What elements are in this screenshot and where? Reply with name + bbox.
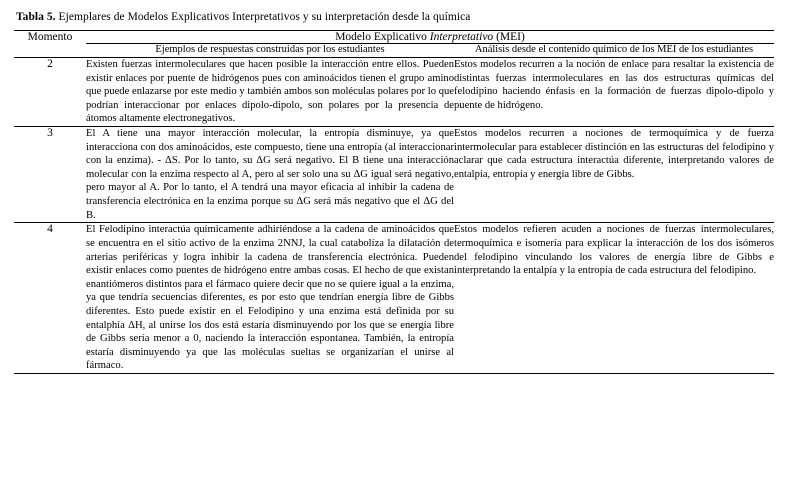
table-caption-label: Tabla 5. (16, 11, 56, 23)
header-group-suffix: (MEI) (493, 31, 525, 44)
table-caption-text: Ejemplares de Modelos Explicativos Interpretativos y su interpretación desde la química (58, 11, 471, 23)
examples-table (14, 30, 774, 374)
bottom-rule-cell-2 (86, 373, 454, 374)
table-header-sub-row (14, 44, 774, 58)
row-moment: 4 (14, 223, 86, 374)
bottom-rule-cell-1 (14, 373, 86, 374)
header-moment-label: Momento (27, 31, 73, 44)
row-response: El Felodipino interactúa químicamente adhiriéndose a la cadena de aminoácidos que se encuentra en el sitio activo de la enzima 2NNJ, la cual catabolíza la dilatación de arterias periféricas y logra inhibir la cadena de transferencia electrónica. Pueden existir enlaces como puentes de hidrógeno entre ambas cosas. El hecho de que existan enantiómeros distintos para el fármaco quiere decir que no se quiere igual a la enzima, ya que tendría secuencias diferentes, es por esto que tendrían energía libre de Gibbs diferentes. Esto puede existir en el Felodipino y una enzima está definida por su entalphía ΔH, al unirse los dos está estaría disminuyendo por los que se energía libre de Gibbs sería menor a 0, naciendo la interacción espontanea. También, la entropía estaría disminuyendo ya que las moléculas sueltas se organizarían el unirse al fármaco. (86, 223, 454, 374)
header-group-cell (86, 31, 774, 44)
row-moment: 3 (14, 127, 86, 223)
table-row (14, 57, 774, 126)
row-moment: 2 (14, 57, 86, 126)
table-bottom-rule (14, 373, 774, 374)
row-analysis: Estos modelos refieren acuden a nociones de fuerzas intermoleculares, termoquímica e isomería para explicar la interacción de los dos isómeros del felodipino vinculando los valores de energía libre de Gibbs e interpretando la entalpía y la entropía de cada estructura del felodipino. (454, 223, 774, 374)
table-row (14, 223, 774, 374)
header-analysis-cell: Análisis desde el contenido químico de los MEI de los estudiantes (454, 44, 774, 58)
header-moment-cell (14, 31, 86, 58)
table-caption (16, 10, 774, 24)
table-header-group-row (14, 31, 774, 44)
row-analysis: Estos modelos recurren a nociones de termoquímica y de fuerza intermolecular para establecer distinción en las estructuras del felodipino y aclarar que cada estructura interactúa diferente, interpretando valores de entalpía, entropía y energía libre de Gibbs. (454, 127, 774, 223)
bottom-rule-cell-3 (454, 373, 774, 374)
row-response: Existen fuerzas intermoleculares que hacen posible la interacción entre ellos. Pueden existir enlaces por puente de hidrógenos pues con aminoácidos tienen el grupo amino que puede enlazarse por este medio y también ambos son moléculas polares por lo que podrían interaccionar por enlaces dipolo-dipolo, son polares por la presencia de átomos altamente electronegativos. (86, 57, 454, 126)
row-analysis: Estos modelos recurren a la noción de enlace para resaltar la existencia de distintas fuerzas intermoleculares en las dos estructuras químicas del felodipino haciendo énfasis en la formación de fuerzas dipolo-dipolo y puente de hidrógeno. (454, 57, 774, 126)
row-response: El A tiene una mayor interacción molecular, la entropía disminuye, ya que interacciona con dos aminoácidos, este compuesto, tiene una entropía (al interaccionar con la enzima). - ΔS. Por lo tanto, su ΔG será negativo. El B tiene una interacción molecular con la enzima respecto al A, pero al ser solo una su ΔG igual será negativo, pero mayor al A. Por lo tanto, el A tendrá una mayor eficacia al inhibir la cadena de transferencia electrónica en la enzima porque su ΔG será más negativo que el ΔG del B. (86, 127, 454, 223)
header-group-italic: Interpretativo (429, 31, 494, 44)
header-group-prefix: Modelo Explicativo (335, 31, 430, 44)
header-responses-cell: Ejemplos de respuestas construidas por los estudiantes (86, 44, 454, 58)
table-row (14, 127, 774, 223)
